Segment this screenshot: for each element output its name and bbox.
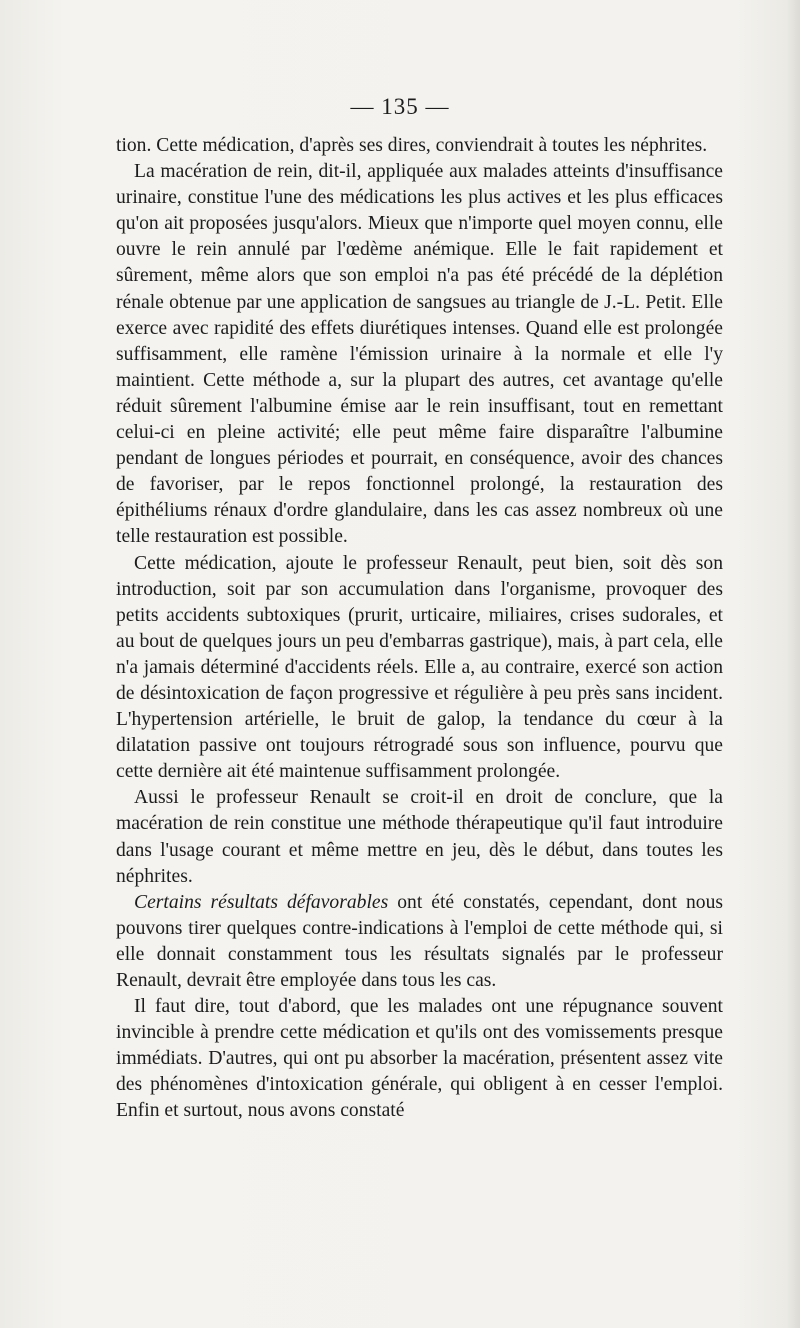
paragraph-6: [116, 994, 723, 1124]
paragraph-5-italic-lead: Certains résultats défavorables: [134, 891, 389, 913]
paragraph-1: [116, 133, 723, 159]
paragraph-5-text: ont été constatés, cependant, dont nous pouvons tirer quelques contre-indications à l'emploi de cette méthode qui, si elle donnait constamment tous les résultats signalés par le professeur Renault, devrait être employée dans tous les cas.: [116, 891, 723, 991]
paragraph-6-text: Il faut dire, tout d'abord, que les malades ont une répugnance souvent invincible à prendre cette médication et qu'ils ont des vomissements presque immédiats. D'autres, qui ont pu absorber la macération, présentent assez vite des phénomènes d'intoxication générale, qui obligent à en cesser l'emploi. Enfin et surtout, nous avons constaté: [116, 996, 723, 1122]
paragraph-5: [116, 890, 723, 994]
page-edge-shadow: [786, 0, 800, 1328]
paragraph-1-text: tion. Cette médication, d'après ses dires, conviendrait à toutes les néphrites.: [116, 135, 708, 156]
paragraph-2-text: La macération de rein, dit-il, appliquée aux malades atteints d'insuffisance urinaire, constitue l'une des médications les plus actives et les plus efficaces qu'on ait proposées jusqu'alors. Mieux que n'importe quel moyen connu, elle ouvre le rein annulé par l'œdème anémique. Elle le fait rapidement et sûrement, même alors que son emploi n'a pas été précédé de la déplétion rénale obtenue par une application de sangsues au triangle de J.-L. Petit. Elle exerce avec rapidité des effets diurétiques intenses. Quand elle est prolongée suffisamment, elle ramène l'émission urinaire à la normale et elle l'y maintient. Cette méthode a, sur la plupart des autres, cet avantage qu'elle réduit sûrement l'albumine émise aar le rein insuffisant, tout en remettant celui-ci en pleine activité; elle peut même faire disparaître l'albumine pendant de longues périodes et pourrait, en conséquence, avoir des chances de favoriser, par le repos fonctionnel prolongé, la restauration des épithéliums rénaux d'ordre glandulaire, dans les cas assez nombreux où une telle restauration est possible.: [116, 161, 723, 548]
body-text: [116, 133, 723, 1125]
paragraph-4-text: Aussi le professeur Renault se croit-il en droit de conclure, que la macération de rein constitue une méthode thérapeutique qu'il faut introduire dans l'usage courant et même mettre en jeu, dès le début, dans toutes les néphrites.: [116, 787, 723, 887]
page-number: — 135 —: [350, 94, 450, 119]
paragraph-3-text: Cette médication, ajoute le professeur Renault, peut bien, soit dès son introduction, soit par son accumulation dans l'organisme, provoquer des petits accidents subtoxiques (prurit, urticaire, miliaires, crises sudorales, et au bout de quelques jours un peu d'embarras gastrique), mais, à part cela, elle n'a jamais déterminé d'accidents réels. Elle a, au contraire, exercé son action de désintoxication de façon progressive et régulière à peu près sans incident. L'hypertension artérielle, le bruit de galop, la tendance du cœur à la dilatation passive ont toujours rétrogradé sous son influence, pourvu que cette dernière ait été maintenue suffisamment prolongée.: [116, 552, 723, 783]
paragraph-4: [116, 785, 723, 889]
paragraph-2: [116, 159, 723, 550]
paragraph-3: [116, 551, 723, 786]
